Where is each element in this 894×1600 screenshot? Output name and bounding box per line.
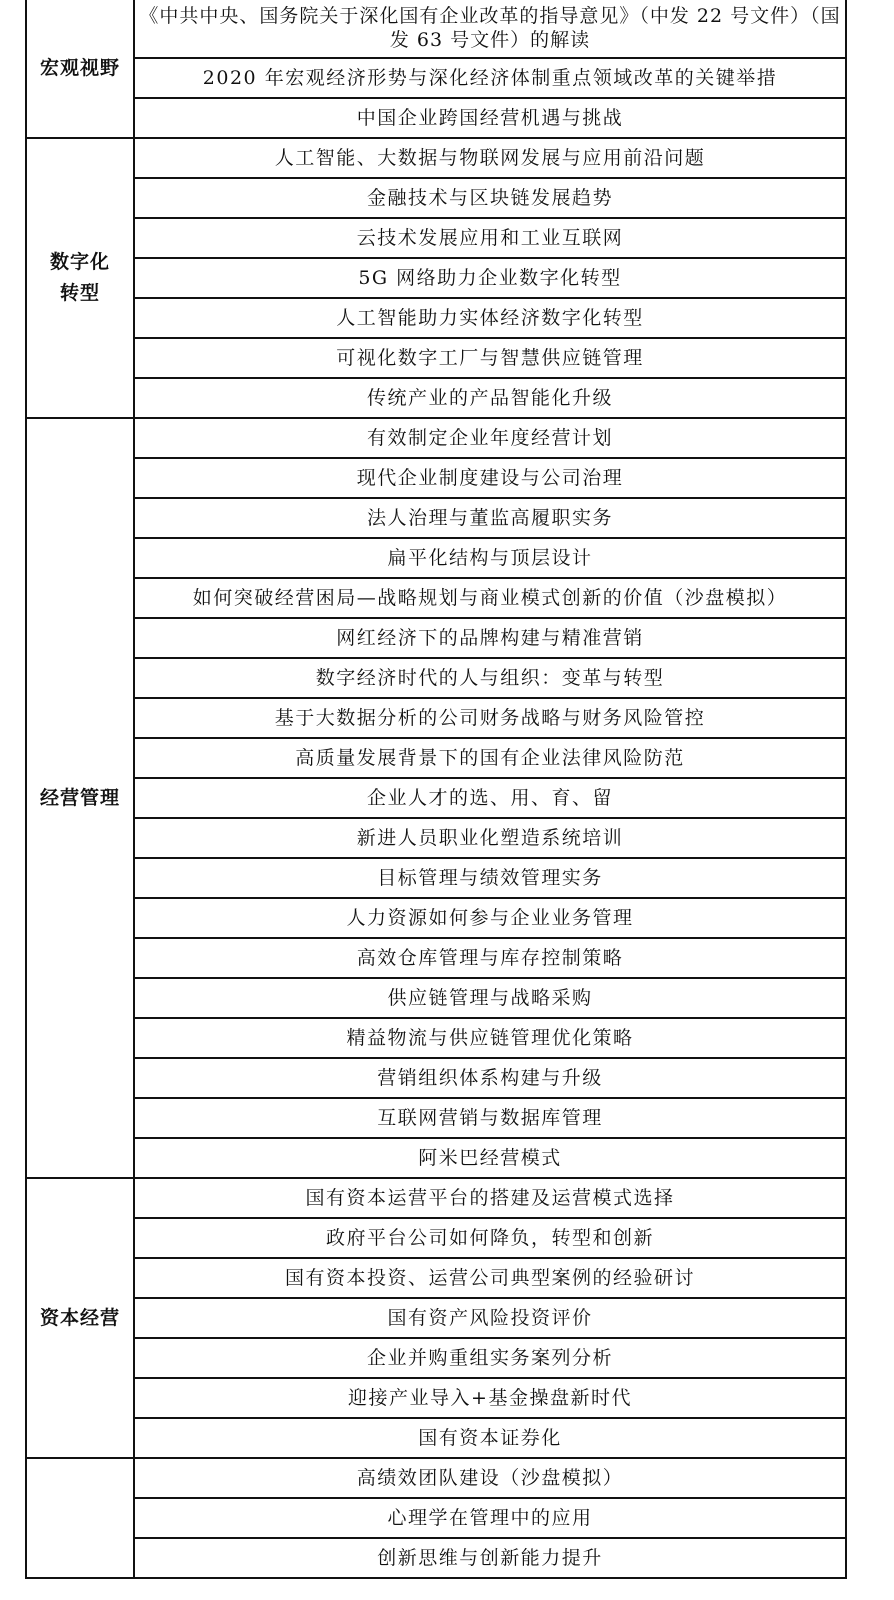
course-table [25, 0, 847, 1579]
table-row [26, 1138, 846, 1178]
table-row [26, 98, 846, 138]
course-title: 企业人才的选、用、育、留 [134, 778, 846, 818]
table-row [26, 178, 846, 218]
table-row [26, 1098, 846, 1138]
table-row [26, 1218, 846, 1258]
table-row [26, 1418, 846, 1458]
course-title: 国有资本证券化 [134, 1418, 846, 1458]
table-row [26, 1258, 846, 1298]
course-title: 人工智能助力实体经济数字化转型 [134, 298, 846, 338]
table-row [26, 898, 846, 938]
table-row [26, 218, 846, 258]
table-row [26, 818, 846, 858]
course-title: 国有资产风险投资评价 [134, 1298, 846, 1338]
table-row [26, 1498, 846, 1538]
course-title: 创新思维与创新能力提升 [134, 1538, 846, 1578]
course-title: 国有资本运营平台的搭建及运营模式选择 [134, 1178, 846, 1218]
table-row [26, 538, 846, 578]
course-title: 数字经济时代的人与组织：变革与转型 [134, 658, 846, 698]
course-title: 扁平化结构与顶层设计 [134, 538, 846, 578]
course-title: 5G 网络助力企业数字化转型 [134, 258, 846, 298]
table-body [26, 0, 846, 1578]
course-title: 有效制定企业年度经营计划 [134, 418, 846, 458]
category-cell [26, 418, 134, 1178]
table-row [26, 618, 846, 658]
table-row [26, 1298, 846, 1338]
table-row [26, 978, 846, 1018]
course-title: 高绩效团队建设（沙盘模拟） [134, 1458, 846, 1498]
course-title: 现代企业制度建设与公司治理 [134, 458, 846, 498]
table-row [26, 938, 846, 978]
table-row [26, 258, 846, 298]
table-row [26, 778, 846, 818]
course-title: 营销组织体系构建与升级 [134, 1058, 846, 1098]
table-row [26, 58, 846, 98]
course-title: 网红经济下的品牌构建与精准营销 [134, 618, 846, 658]
course-title: 基于大数据分析的公司财务战略与财务风险管控 [134, 698, 846, 738]
course-title: 可视化数字工厂与智慧供应链管理 [134, 338, 846, 378]
course-title: 心理学在管理中的应用 [134, 1498, 846, 1538]
table-row [26, 1378, 846, 1418]
course-title: 阿米巴经营模式 [134, 1138, 846, 1178]
table-row [26, 698, 846, 738]
course-title: 《中共中央、国务院关于深化国有企业改革的指导意见》（中发 22 号文件）（国发 63 号文件）的解读 [134, 0, 846, 58]
category-label: 资本经营 [39, 1306, 120, 1329]
category-cell [26, 0, 134, 138]
course-title: 人工智能、大数据与物联网发展与应用前沿问题 [134, 138, 846, 178]
course-title: 法人治理与董监高履职实务 [134, 498, 846, 538]
table-row [26, 0, 846, 58]
category-label: 数字化 转型 [49, 251, 110, 304]
category-label: 宏观视野 [39, 56, 120, 79]
category-cell [26, 1178, 134, 1458]
category-cell [26, 138, 134, 418]
category-cell [26, 1458, 134, 1578]
table-row [26, 1458, 846, 1498]
course-title: 互联网营销与数据库管理 [134, 1098, 846, 1138]
course-title: 目标管理与绩效管理实务 [134, 858, 846, 898]
course-title: 高质量发展背景下的国有企业法律风险防范 [134, 738, 846, 778]
table-row [26, 498, 846, 538]
course-title: 如何突破经营困局—战略规划与商业模式创新的价值（沙盘模拟） [134, 578, 846, 618]
course-title: 高效仓库管理与库存控制策略 [134, 938, 846, 978]
course-title: 云技术发展应用和工业互联网 [134, 218, 846, 258]
course-title: 新进人员职业化塑造系统培训 [134, 818, 846, 858]
table-row [26, 1338, 846, 1378]
table-row [26, 738, 846, 778]
table-row [26, 378, 846, 418]
course-title: 传统产业的产品智能化升级 [134, 378, 846, 418]
table-row [26, 418, 846, 458]
table-row [26, 458, 846, 498]
table-row [26, 138, 846, 178]
table-row [26, 1058, 846, 1098]
course-title: 中国企业跨国经营机遇与挑战 [134, 98, 846, 138]
table-row [26, 338, 846, 378]
category-label: 经营管理 [39, 786, 120, 809]
course-title: 迎接产业导入+基金操盘新时代 [134, 1378, 846, 1418]
course-title: 精益物流与供应链管理优化策略 [134, 1018, 846, 1058]
course-title: 供应链管理与战略采购 [134, 978, 846, 1018]
table-row [26, 578, 846, 618]
table-row [26, 298, 846, 338]
course-title: 政府平台公司如何降负，转型和创新 [134, 1218, 846, 1258]
course-title: 2020 年宏观经济形势与深化经济体制重点领域改革的关键举措 [134, 58, 846, 98]
course-title: 企业并购重组实务案列分析 [134, 1338, 846, 1378]
course-title: 金融技术与区块链发展趋势 [134, 178, 846, 218]
table-row [26, 1178, 846, 1218]
table-row [26, 858, 846, 898]
table-row [26, 1538, 846, 1578]
table-row [26, 1018, 846, 1058]
table-row [26, 658, 846, 698]
course-title: 国有资本投资、运营公司典型案例的经验研讨 [134, 1258, 846, 1298]
course-title: 人力资源如何参与企业业务管理 [134, 898, 846, 938]
